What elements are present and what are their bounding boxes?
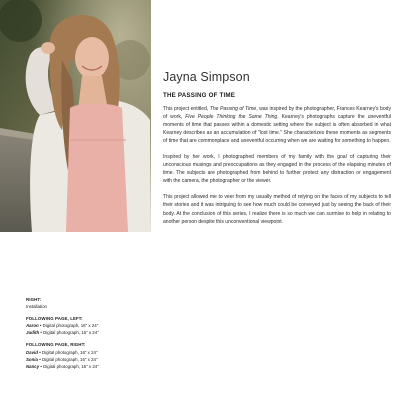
captions xyxy=(26,296,156,375)
portrait-photo xyxy=(0,0,151,232)
caption-item: Sonia • Digital photograph, 16" x 24" xyxy=(26,356,98,362)
caption-right2-heading: FOLLOWING PAGE, RIGHT: xyxy=(26,342,86,348)
caption-item: David • Digital photograph, 16" x 24" xyxy=(26,349,98,355)
caption-item: Aaron • Digital photograph, 16" x 24" xyxy=(26,323,99,329)
paragraph-2: Inspired by her work, I photographed members of my family with the goal of capturing their unconscious musings and preoccupations as they engaged in the process of the elapsing minutes of time. The subjects are photographed from behind to further protect any distraction or engagement with the camera, the photographer or the viewer. xyxy=(163,154,391,185)
caption-item: Judith • Digital photograph, 16" x 24" xyxy=(26,330,99,336)
project-title: THE PASSING OF TIME xyxy=(163,92,236,99)
caption-right-item: Installation xyxy=(26,304,47,310)
artist-name: Jayna Simpson xyxy=(163,70,250,84)
caption-right-heading: RIGHT: xyxy=(26,297,42,302)
paragraph-3: This project allowed me to veer from my usually method of relying on the faces of my subjects to tell their stories and it was intriguing to see how much could be conveyed just by seeing the back of their body. At the conclusion of this series, I realize there is so much we can surmise to help in relating to another person despite this unconventional viewpoint. xyxy=(163,194,391,225)
caption-left-heading: FOLLOWING PAGE, LEFT: xyxy=(26,316,83,322)
text-column xyxy=(163,70,391,234)
caption-item: Nancy • Digital photograph, 16" x 24" xyxy=(26,363,99,369)
paragraph-1: This project entitled, The Passing of Time, was inspired by the photographer, Frances Kearney's body of work, Five People Thinking the Same Thing. Kearney's photographs capture the uneventful moments of time that passes within a domestic setting where the subject is often absorbed in what Kearney describes as an accumulation of "lost time." She characterizes these moments as segments of time that are commonplace and uneventful occurring when we are waiting for something to happen. xyxy=(163,106,391,145)
